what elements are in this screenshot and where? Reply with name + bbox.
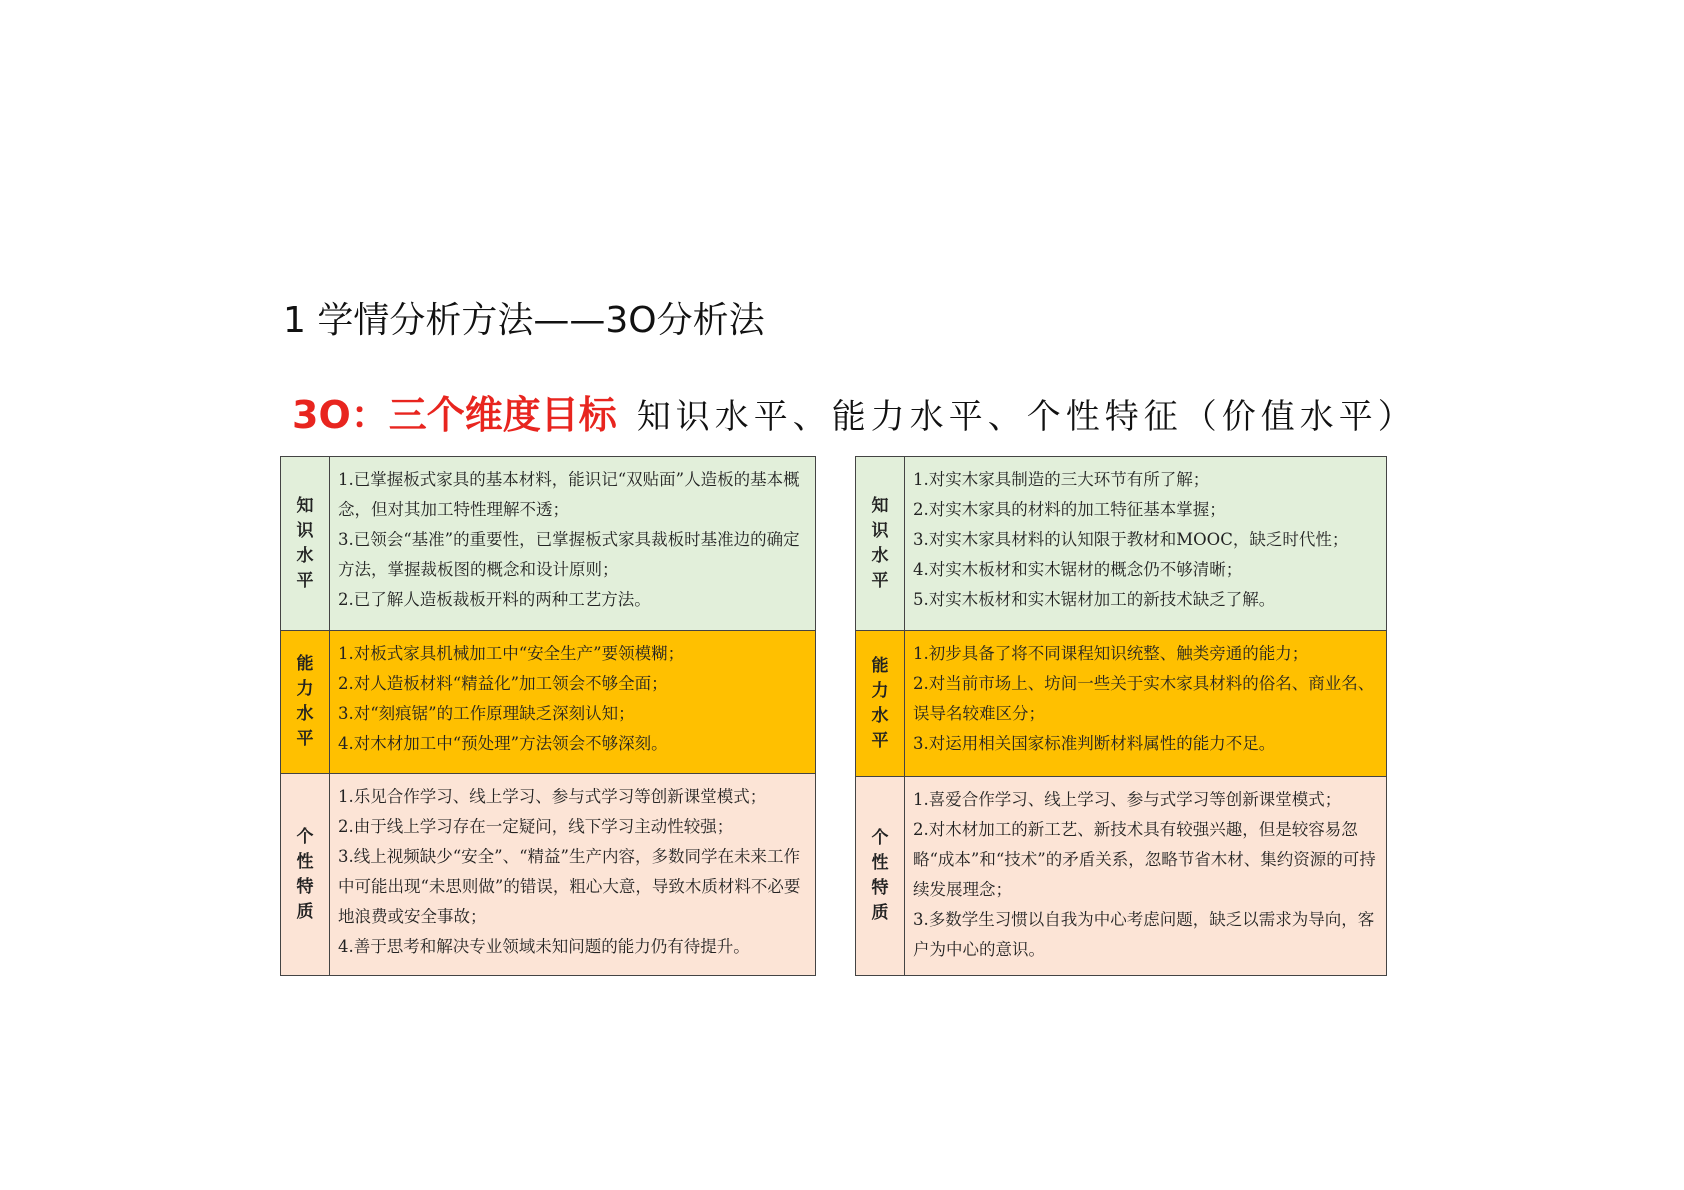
list-item: 2.对当前市场上、坊间一些关于实木家具材料的俗名、商业名、误导名较难区分； (913, 674, 1375, 723)
list-item: 3.对运用相关国家标准判断材料属性的能力不足。 (913, 734, 1276, 753)
items-cell (330, 774, 816, 976)
right-analysis-table (855, 456, 1387, 976)
list-item: 1.对实木家具制造的三大环节有所了解； (913, 470, 1210, 489)
category-label: 能力水平 (296, 654, 314, 749)
category-label: 知识水平 (871, 495, 889, 591)
list-item: 3.多数学生习惯以自我为中心考虑问题，缺乏以需求为导向，客户为中心的意识。 (913, 910, 1375, 959)
list-item: 1.初步具备了将不同课程知识统整、触类旁通的能力； (913, 644, 1309, 663)
list-item: 4.对木材加工中“预处理”方法领会不够深刻。 (338, 734, 668, 753)
items-cell (905, 631, 1387, 777)
table-row-ability (856, 631, 1387, 777)
table-row-personality (856, 777, 1387, 976)
subtitle-highlight: 3O：三个维度目标 (292, 393, 617, 437)
left-analysis-table (280, 456, 816, 976)
category-label: 个性特质 (296, 826, 314, 922)
list-item: 3.已领会“基准”的重要性，已掌握板式家具裁板时基准边的确定方法，掌握裁板图的概念和设计原则； (338, 530, 800, 579)
list-item: 4.对实木板材和实木锯材的概念仍不够清晰； (913, 560, 1243, 579)
list-item: 1.喜爱合作学习、线上学习、参与式学习等创新课堂模式； (913, 790, 1342, 809)
category-cell (281, 457, 330, 631)
table-row-knowledge (281, 457, 816, 631)
items-cell (330, 457, 816, 631)
list-item: 2.对人造板材料“精益化”加工领会不够全面； (338, 674, 668, 693)
category-cell (281, 631, 330, 774)
page-title: 1 学情分析方法——3O分析法 (283, 300, 765, 341)
subtitle (292, 384, 1417, 439)
table-row-knowledge (856, 457, 1387, 631)
category-cell (856, 631, 905, 777)
category-label: 知识水平 (296, 495, 314, 591)
table-row-ability (281, 631, 816, 774)
list-item: 2.已了解人造板裁板开料的两种工艺方法。 (338, 590, 651, 609)
items-cell (905, 777, 1387, 976)
category-cell (281, 774, 330, 976)
list-item: 1.对板式家具机械加工中“安全生产”要领模糊； (338, 644, 685, 663)
list-item: 2.对木材加工的新工艺、新技术具有较强兴趣，但是较容易忽略“成本”和“技术”的矛盾关系，忽略节省木材、集约资源的可持续发展理念； (913, 820, 1376, 899)
category-label: 能力水平 (871, 655, 889, 751)
list-item: 1.乐见合作学习、线上学习、参与式学习等创新课堂模式； (338, 787, 767, 806)
list-item: 1.已掌握板式家具的基本材料，能识记“双贴面”人造板的基本概念，但对其加工特性理解不透； (338, 470, 800, 519)
table-row-personality (281, 774, 816, 976)
items-cell (905, 457, 1387, 631)
list-item: 3.对“刻痕锯”的工作原理缺乏深刻认知； (338, 704, 635, 723)
list-item: 3.对实木家具材料的认知限于教材和MOOC，缺乏时代性； (913, 530, 1349, 549)
list-item: 5.对实木板材和实木锯材加工的新技术缺乏了解。 (913, 590, 1276, 609)
category-cell (856, 457, 905, 631)
category-cell (856, 777, 905, 976)
list-item: 4.善于思考和解决专业领域未知问题的能力仍有待提升。 (338, 937, 750, 956)
subtitle-dimensions: 知识水平、能力水平、个性特征（价值水平） (636, 397, 1417, 437)
category-label: 个性特质 (871, 828, 889, 923)
list-item: 2.由于线上学习存在一定疑问，线下学习主动性较强； (338, 817, 734, 836)
items-cell (330, 631, 816, 774)
list-item: 2.对实木家具的材料的加工特征基本掌握； (913, 500, 1226, 519)
list-item: 3.线上视频缺少“安全”、“精益”生产内容，多数同学在未来工作中可能出现“未思则做”的错误，粗心大意，导致木质材料不必要地浪费或安全事故； (338, 847, 801, 926)
